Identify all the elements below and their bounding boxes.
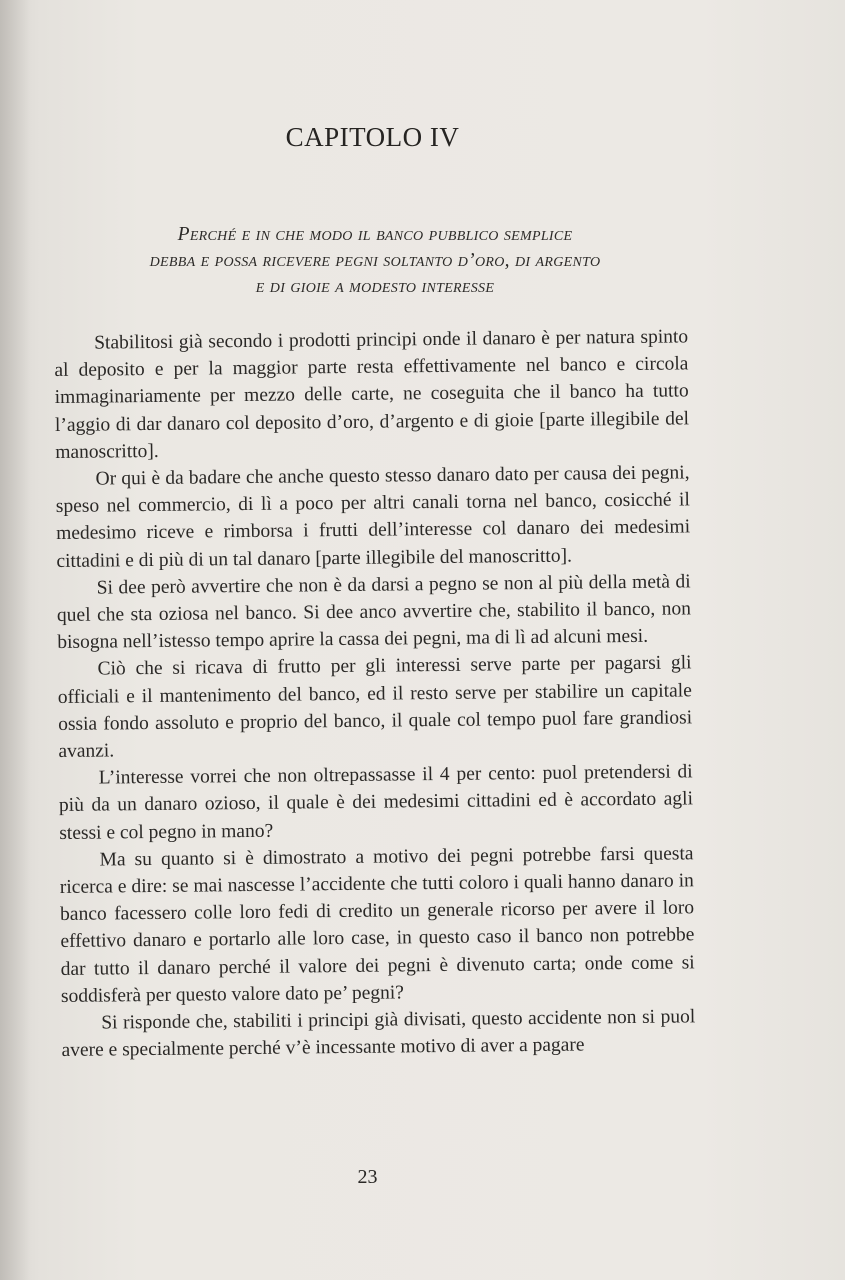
paragraph: Ma su quanto si è dimostrato a motivo dei pegni potrebbe farsi questa ricerca e dire: se mai nascesse l’accidente che tutti coloro i quali hanno danaro in banco facessero colle loro fedi di credito un generale ricorso per avere il loro effettivo danaro e portarlo alle loro case, in questo caso il banco non potrebbe dar tutto il danaro perché il valore dei pegni è divenuto carta; onde come si soddisferà per questo valore dato pe’ pegni? [59,843,695,1007]
page-number: 23 [357,1166,378,1188]
subtitle-line: Perché e in che modo il banco pubblico semplice [177,224,573,245]
subtitle-line: e di gioie a modesto interesse [255,276,495,297]
chapter-title: CAPITOLO IV [285,122,460,152]
paragraph: Stabilitosi già secondo i prodotti principi onde il danaro è per natura spinto al deposito e per la maggior parte resta effettivamente nel banco e circola immaginariamente per mezzo delle carte, ne coseguita che il banco ha tutto l’aggio di dar danaro col deposito d’oro, d’argento e di gioie [parte illegibile del manoscritto]. [54,326,690,463]
paragraph: Si risponde che, stabiliti i principi già divisati, questo accidente non si puol avere e specialmente perché v’è incessante motivo di aver a pagare [61,1006,696,1062]
paragraph: L’interesse vorrei che non oltrepassasse il 4 per cento: puol pretendersi di più da un danaro ozioso, il quale è dei medesimi cittadini ed è accordato agli stessi e col pegno in mano? [58,761,694,844]
subtitle-line: debba e possa ricevere pegni soltanto d’oro, di argento [149,250,601,271]
chapter-subtitle [80,222,670,300]
paragraph: Ciò che si ricava di frutto per gli interessi serve parte per pagarsi gli officiali e il mantenimento del banco, ed il resto serve per stabilire un capitale ossia fondo assoluto e proprio del banco, il quale col tempo puol fare grandiosi avanzi. [57,652,693,763]
paragraph: Si dee però avvertire che non è da darsi a pegno se non al più della metà di quel che sta oziosa nel banco. Si dee anco avvertire che, stabilito il banco, non bisogna nell’istesso tempo aprire la cassa dei pegni, ma di lì ad alcuni mesi. [56,571,692,654]
spine-shadow [0,0,30,1280]
paragraph: Or qui è da badare che anche questo stesso danaro dato per causa dei pegni, speso nel commercio, di lì a poco per altri canali torna nel banco, cosicché il medesimo riceve e rimborsa i frutti dell’interesse col danaro dei medesimi cittadini e di più di un tal danaro [parte illegibile del manoscritto]. [55,462,691,572]
body-text [54,323,696,1064]
